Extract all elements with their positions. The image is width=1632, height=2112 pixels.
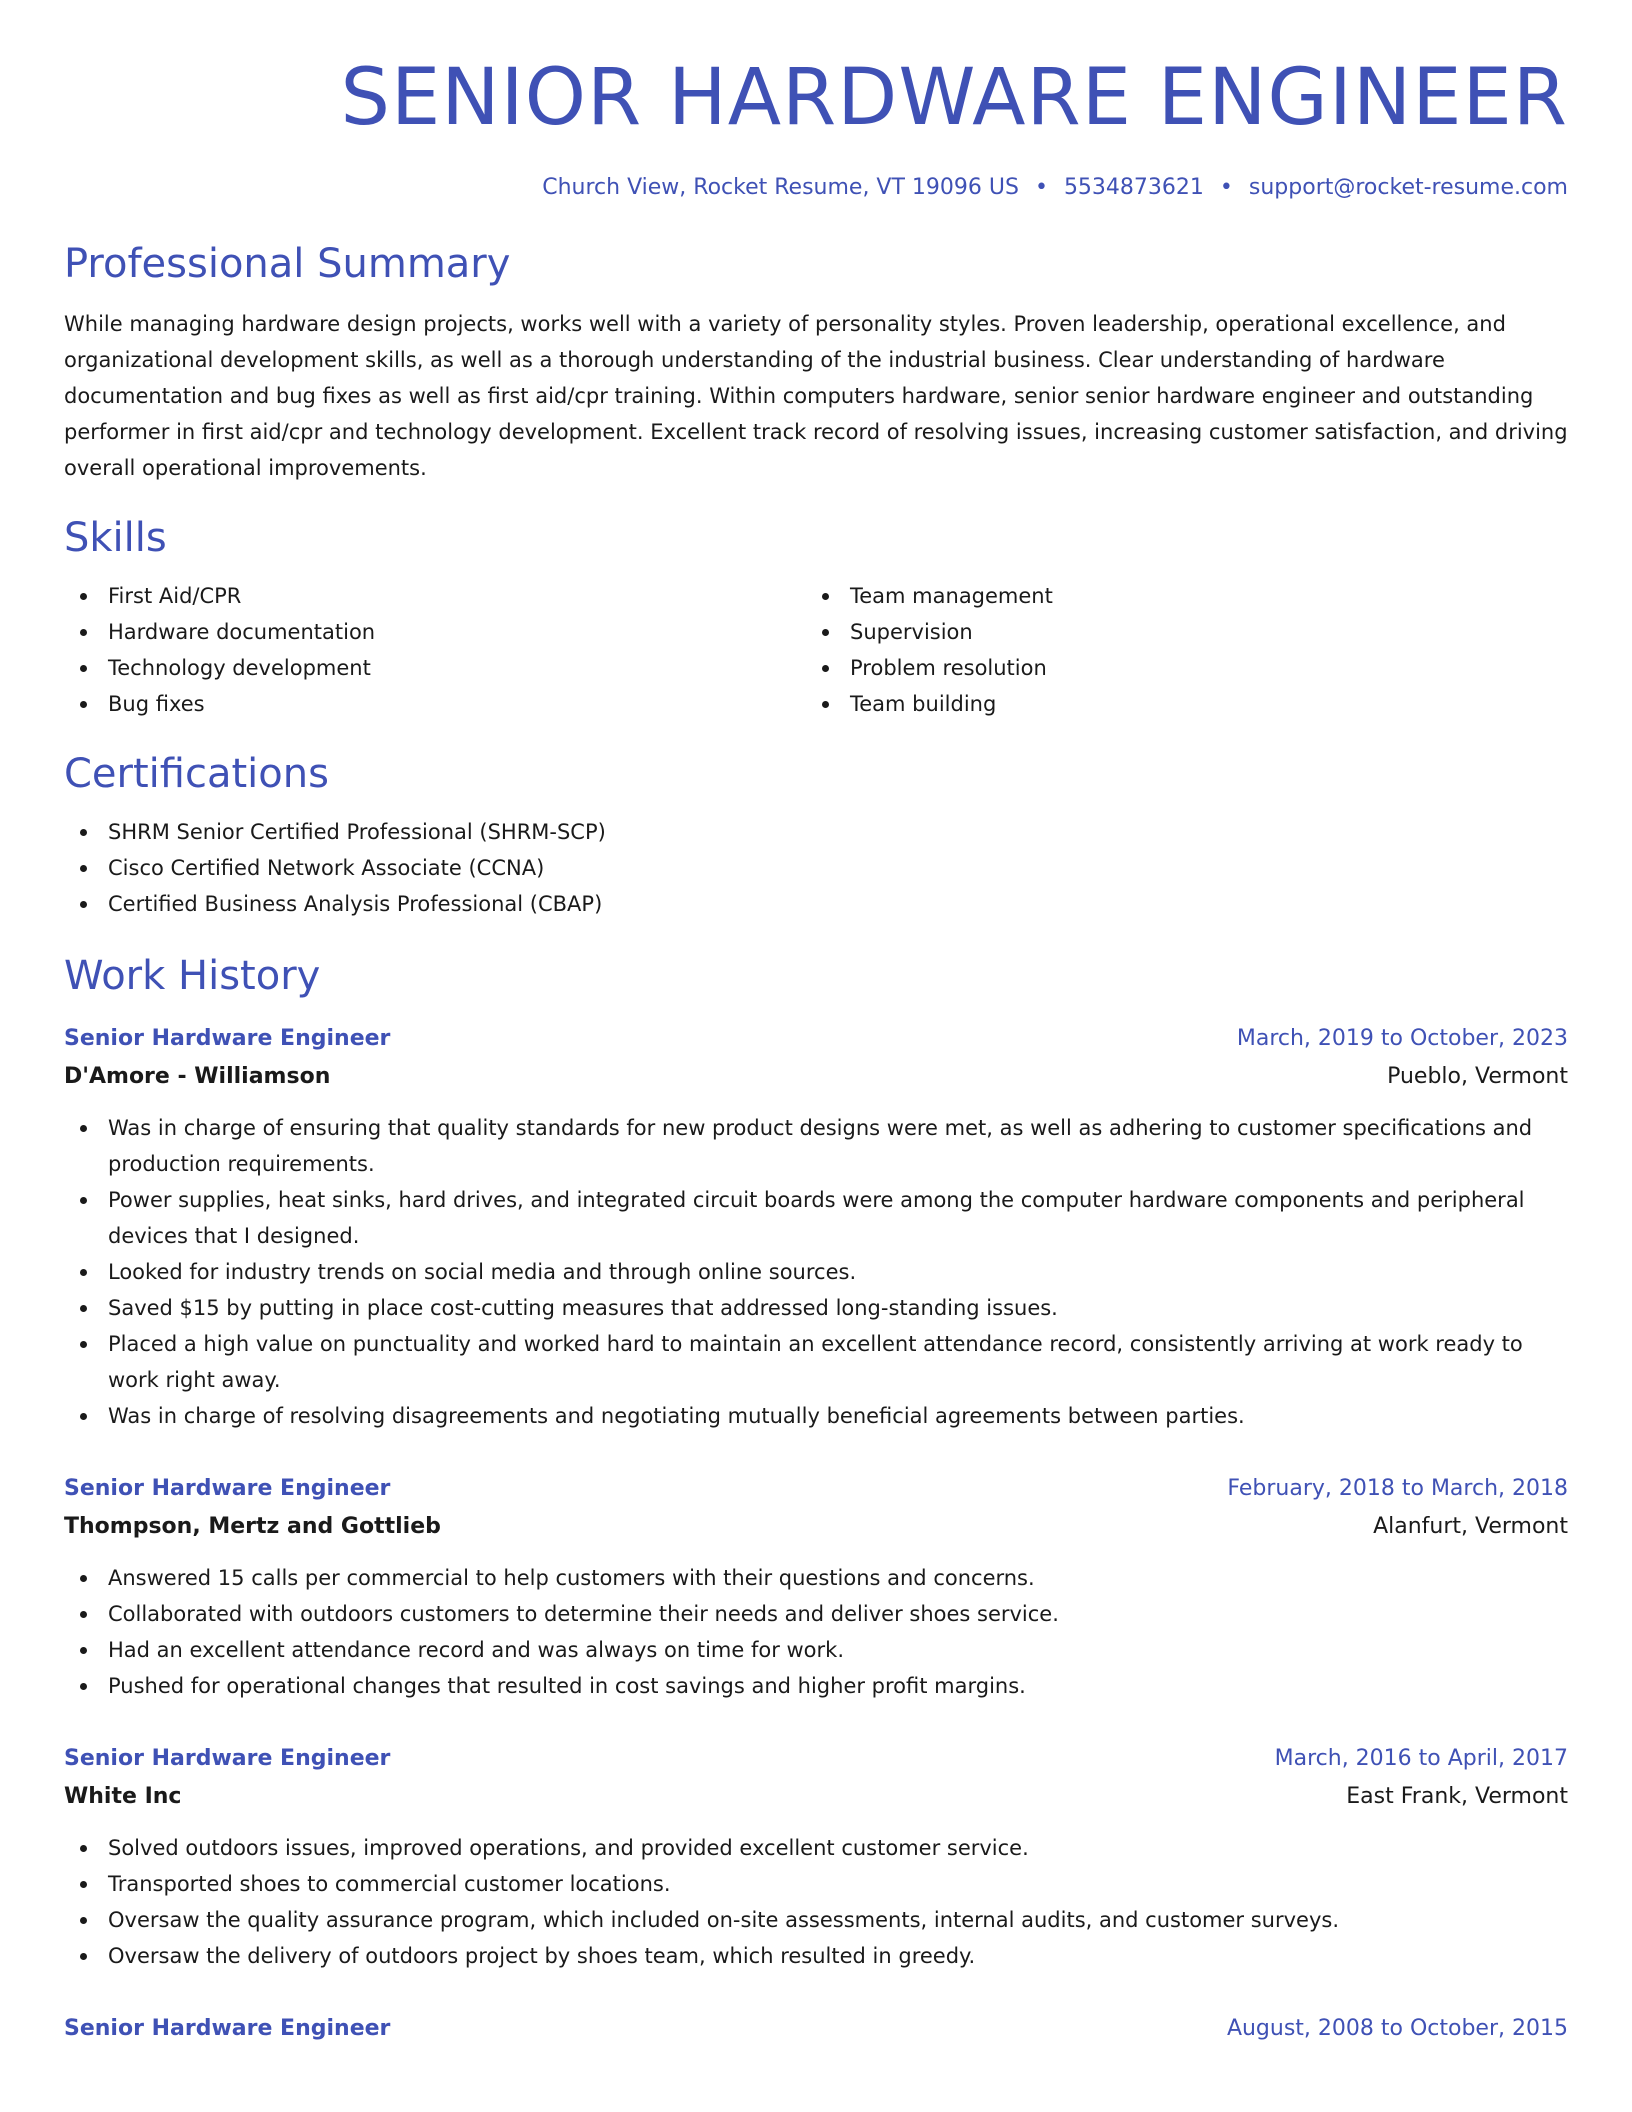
skills-title: Skills — [64, 515, 167, 562]
job-bullet: Placed a high value on punctuality and worked hard to maintain an excellent attendance record, consistently arriving at work ready to work right away. — [64, 1326, 1568, 1398]
summary-text: While managing hardware design projects, works well with a variety of personality styles. Proven leadership, operational excellence, and organizational development skills, as well as a thorough understanding of the industrial business. Clear understanding of hardware documentation and bug fixes as well as first aid/cpr training. Within computers hardware, senior senior hardware engineer and outstanding performer in first aid/cpr and technology development. Excellent track record of resolving issues, increasing customer satisfaction, and driving overall operational improvements. — [64, 312, 1568, 481]
work-history-section — [64, 952, 1568, 2048]
job-bullet: Looked for industry trends on social media and through online sources. — [64, 1254, 1568, 1290]
certification-item: Cisco Certified Network Associate (CCNA) — [64, 850, 1568, 886]
job-bullet: Oversaw the quality assurance program, which included on-site assessments, internal audits, and customer surveys. — [64, 1902, 1568, 1938]
contact-separator: • — [1219, 174, 1233, 200]
job-bullets — [64, 1110, 1568, 1434]
contact-email: support@rocket-resume.com — [1248, 174, 1568, 200]
job-bullet: Collaborated with outdoors customers to determine their needs and deliver shoes service. — [64, 1596, 1568, 1632]
job-bullet: Saved $15 by putting in place cost-cutting measures that addressed long-standing issues. — [64, 1290, 1568, 1326]
skills-section — [64, 514, 1568, 722]
job-entry — [64, 1470, 1568, 1704]
job-bullet: Pushed for operational changes that resulted in cost savings and higher profit margins. — [64, 1668, 1568, 1704]
job-location: East Frank, Vermont — [1346, 1784, 1568, 1810]
job-dates: August, 2008 to October, 2015 — [1226, 2016, 1568, 2042]
job-bullets — [64, 1560, 1568, 1704]
job-title: Senior Hardware Engineer — [64, 1746, 391, 1772]
job-company-row — [64, 1508, 1568, 1546]
certification-item: SHRM Senior Certified Professional (SHRM-SCP) — [64, 814, 1568, 850]
resume-header — [64, 52, 1568, 202]
job-dates: March, 2019 to October, 2023 — [1236, 1026, 1568, 1052]
job-bullets — [64, 1830, 1568, 1974]
job-company-row — [64, 1058, 1568, 1096]
contact-separator: • — [1034, 174, 1048, 200]
job-bullet: Solved outdoors issues, improved operations, and provided excellent customer service. — [64, 1830, 1568, 1866]
job-company-row — [64, 1778, 1568, 1816]
job-bullet: Was in charge of ensuring that quality standards for new product designs were met, as well as adhering to customer specifications and production requirements. — [64, 1110, 1568, 1182]
skills-grid — [64, 578, 1568, 722]
job-bullet: Was in charge of resolving disagreements and negotiating mutually beneficial agreements between parties. — [64, 1398, 1568, 1434]
skill-item: Supervision — [806, 614, 1568, 650]
job-title: Senior Hardware Engineer — [64, 2016, 391, 2042]
job-dates: March, 2016 to April, 2017 — [1274, 1746, 1568, 1772]
summary-title: Professional Summary — [64, 241, 511, 288]
job-entry — [64, 1020, 1568, 1434]
job-bullet: Power supplies, heat sinks, hard drives, and integrated circuit boards were among the computer hardware components and peripheral devices that I designed. — [64, 1182, 1568, 1254]
contact-line — [64, 174, 1568, 203]
job-bullet: Answered 15 calls per commercial to help customers with their questions and concerns. — [64, 1560, 1568, 1596]
certification-item: Certified Business Analysis Professional (CBAP) — [64, 886, 1568, 922]
skill-item: Hardware documentation — [64, 614, 806, 650]
work-history-title: Work History — [64, 953, 321, 1000]
skill-item: First Aid/CPR — [64, 578, 806, 614]
contact-address: Church View, Rocket Resume, VT 19096 US — [542, 174, 1019, 200]
job-location: Alanfurt, Vermont — [1373, 1514, 1568, 1540]
skill-item: Team management — [806, 578, 1568, 614]
job-company: White Inc — [64, 1784, 182, 1810]
certifications-title: Certifications — [64, 751, 329, 798]
job-dates: February, 2018 to March, 2018 — [1227, 1476, 1568, 1502]
resume-name: SENIOR HARDWARE ENGINEER — [340, 53, 1568, 143]
job-entry — [64, 2010, 1568, 2048]
job-header-row — [64, 1470, 1568, 1508]
job-entry — [64, 1740, 1568, 1974]
job-bullet: Had an excellent attendance record and was always on time for work. — [64, 1632, 1568, 1668]
contact-phone: 5534873621 — [1063, 174, 1204, 200]
skill-item: Bug fixes — [64, 686, 806, 722]
job-header-row — [64, 1740, 1568, 1778]
certifications-list — [64, 814, 1568, 922]
skill-item: Problem resolution — [806, 650, 1568, 686]
job-bullet: Transported shoes to commercial customer locations. — [64, 1866, 1568, 1902]
certifications-section — [64, 750, 1568, 922]
skills-column-left — [64, 578, 806, 722]
skill-item: Technology development — [64, 650, 806, 686]
job-title: Senior Hardware Engineer — [64, 1476, 391, 1502]
job-title: Senior Hardware Engineer — [64, 1026, 391, 1052]
skills-column-right — [806, 578, 1568, 722]
job-header-row — [64, 1020, 1568, 1058]
summary-section — [64, 240, 1568, 486]
job-header-row — [64, 2010, 1568, 2048]
job-company: Thompson, Mertz and Gottlieb — [64, 1514, 441, 1540]
job-bullet: Oversaw the delivery of outdoors project by shoes team, which resulted in greedy. — [64, 1938, 1568, 1974]
job-company: D'Amore - Williamson — [64, 1064, 331, 1090]
skill-item: Team building — [806, 686, 1568, 722]
job-location: Pueblo, Vermont — [1387, 1064, 1568, 1090]
